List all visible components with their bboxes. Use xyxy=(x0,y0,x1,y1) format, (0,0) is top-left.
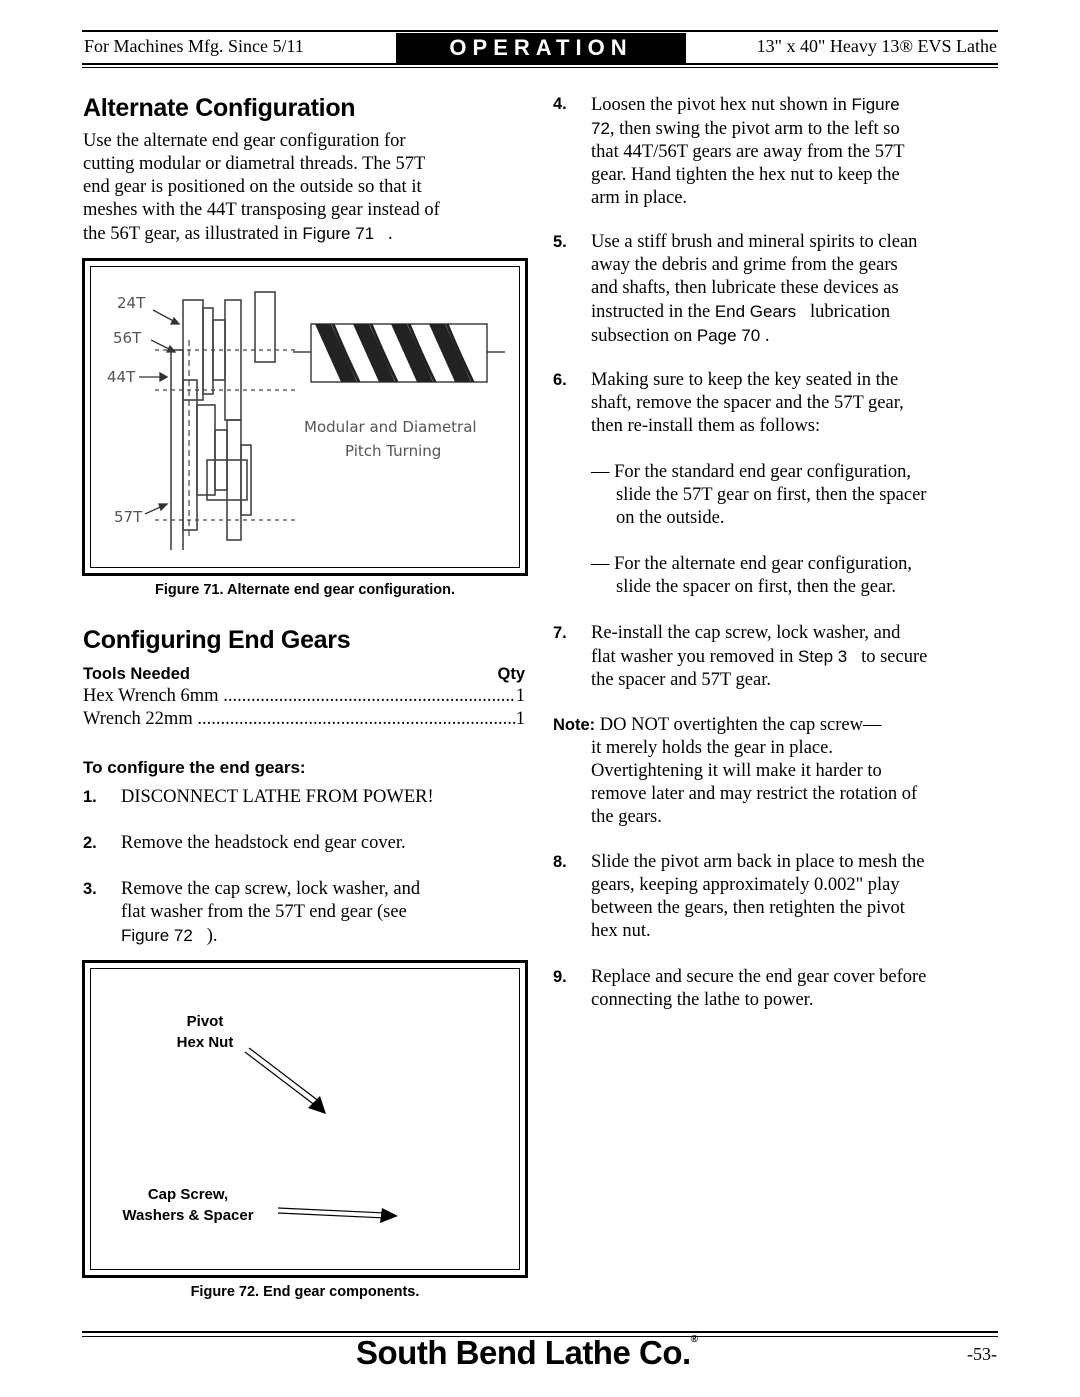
figure-72-link[interactable]: Figure xyxy=(851,95,900,114)
figure-71-caption: Figure 71. Alternate end gear configuration. xyxy=(155,582,455,598)
step-3-link[interactable]: Step 3 xyxy=(798,647,848,666)
end-gear-diagram xyxy=(95,280,515,550)
page-70-link[interactable]: Page 70 xyxy=(696,326,761,345)
step-3: 3. Remove the cap screw, lock washer, and flat washer from the 57T end gear (see Figure 72 ). xyxy=(83,879,421,946)
pivot-hex-nut-label: Pivot Hex Nut xyxy=(176,1013,234,1051)
modular-diametral-label: Modular and Diametral xyxy=(304,418,477,436)
step-1: 1. DISCONNECT LATHE FROM POWER! xyxy=(83,787,434,807)
note: Note: DO NOT overtighten the cap screw— it merely holds the gear in place. Overtightening it will make it harder to remove later and may restrict the rotation of the gears. xyxy=(553,715,918,827)
step-8: 8. Slide the pivot arm back in place to mesh the gears, keeping approximately 0.002" play between the gears, then retighten the pivot hex nut. xyxy=(553,852,925,941)
figure-72-link[interactable]: Figure 72 xyxy=(121,926,193,945)
standard-configuration-option: — For the standard end gear configuration, slide the 57T gear on first, then the spacer on the outside. xyxy=(591,462,927,528)
footer-rule xyxy=(82,1331,998,1333)
alternate-configuration-option: — For the alternate end gear configuration, slide the spacer on first, then the gear. xyxy=(591,554,913,597)
alternate-configuration-paragraph: Use the alternate end gear configuration for cutting modular or diametral threads. The 57T end gear is positioned on the outside so that it meshes with the 44T transposing gear instead of the 56T gear, as illustrated in Figure 71 . xyxy=(83,131,440,244)
gear-44t-label: 44T xyxy=(107,368,136,386)
step-2: 2. Remove the headstock end gear cover. xyxy=(83,833,406,853)
step-4: 4. Loosen the pivot hex nut shown in Figure 72, then swing the pivot arm to the left so that 44T/56T gears are away from the 57T gear. Hand tighten the hex nut to keep the arm in place. xyxy=(553,95,905,208)
note-label: Note: xyxy=(553,716,596,734)
end-gears-link[interactable]: End Gears xyxy=(714,302,797,321)
header-bottom-rule-thin xyxy=(82,67,998,68)
figure-72-arrows xyxy=(90,968,520,1270)
header-section-title: OPERATION xyxy=(396,33,686,63)
pitch-turning-label: Pitch Turning xyxy=(345,442,442,460)
qty-label: Qty xyxy=(497,665,525,683)
step-7: 7. Re-install the cap screw, lock washer, and flat washer you removed in Step 3 to secure the spacer and 57T gear. xyxy=(553,623,928,690)
page-number: -53- xyxy=(967,1344,997,1364)
step-6: 6. Making sure to keep the key seated in the shaft, remove the spacer and the 57T gear, then re-install them as follows: xyxy=(553,370,904,436)
header-model: 13" x 40" Heavy 13® EVS Lathe xyxy=(756,36,997,56)
alternate-configuration-heading: Alternate Configuration xyxy=(83,94,356,122)
step-5: 5. Use a stiff brush and mineral spirits to clean away the debris and grime from the gears and shafts, then lubricate these devices as instructed in the End Gears lubrication subsection on Page 70 . xyxy=(553,232,918,346)
header-top-rule xyxy=(82,30,998,32)
to-configure-subheading: To configure the end gears: xyxy=(83,758,306,777)
step-9: 9. Replace and secure the end gear cover before connecting the lathe to power. xyxy=(553,967,927,1010)
tool-row: Wrench 22mm ..... 1 xyxy=(83,709,525,730)
gear-24t-label: 24T xyxy=(117,294,146,312)
figure-71-link[interactable]: Figure 71 xyxy=(302,224,375,243)
tools-needed-header xyxy=(83,665,525,684)
cap-screw-label: Cap Screw, Washers & Spacer xyxy=(122,1186,254,1224)
gear-56t-label: 56T xyxy=(113,329,142,347)
figure-72-caption: Figure 72. End gear components. xyxy=(190,1284,420,1300)
tools-needed-label: Tools Needed xyxy=(83,665,190,683)
tool-row: Hex Wrench 6mm ..... 1 xyxy=(83,686,525,707)
brand-logo: South Bend Lathe Co.® xyxy=(356,1334,698,1371)
gear-57t-label: 57T xyxy=(114,508,143,526)
header-bottom-rule xyxy=(82,63,998,65)
header-machine-date: For Machines Mfg. Since 5/11 xyxy=(84,36,304,56)
configuring-end-gears-heading: Configuring End Gears xyxy=(83,626,351,654)
